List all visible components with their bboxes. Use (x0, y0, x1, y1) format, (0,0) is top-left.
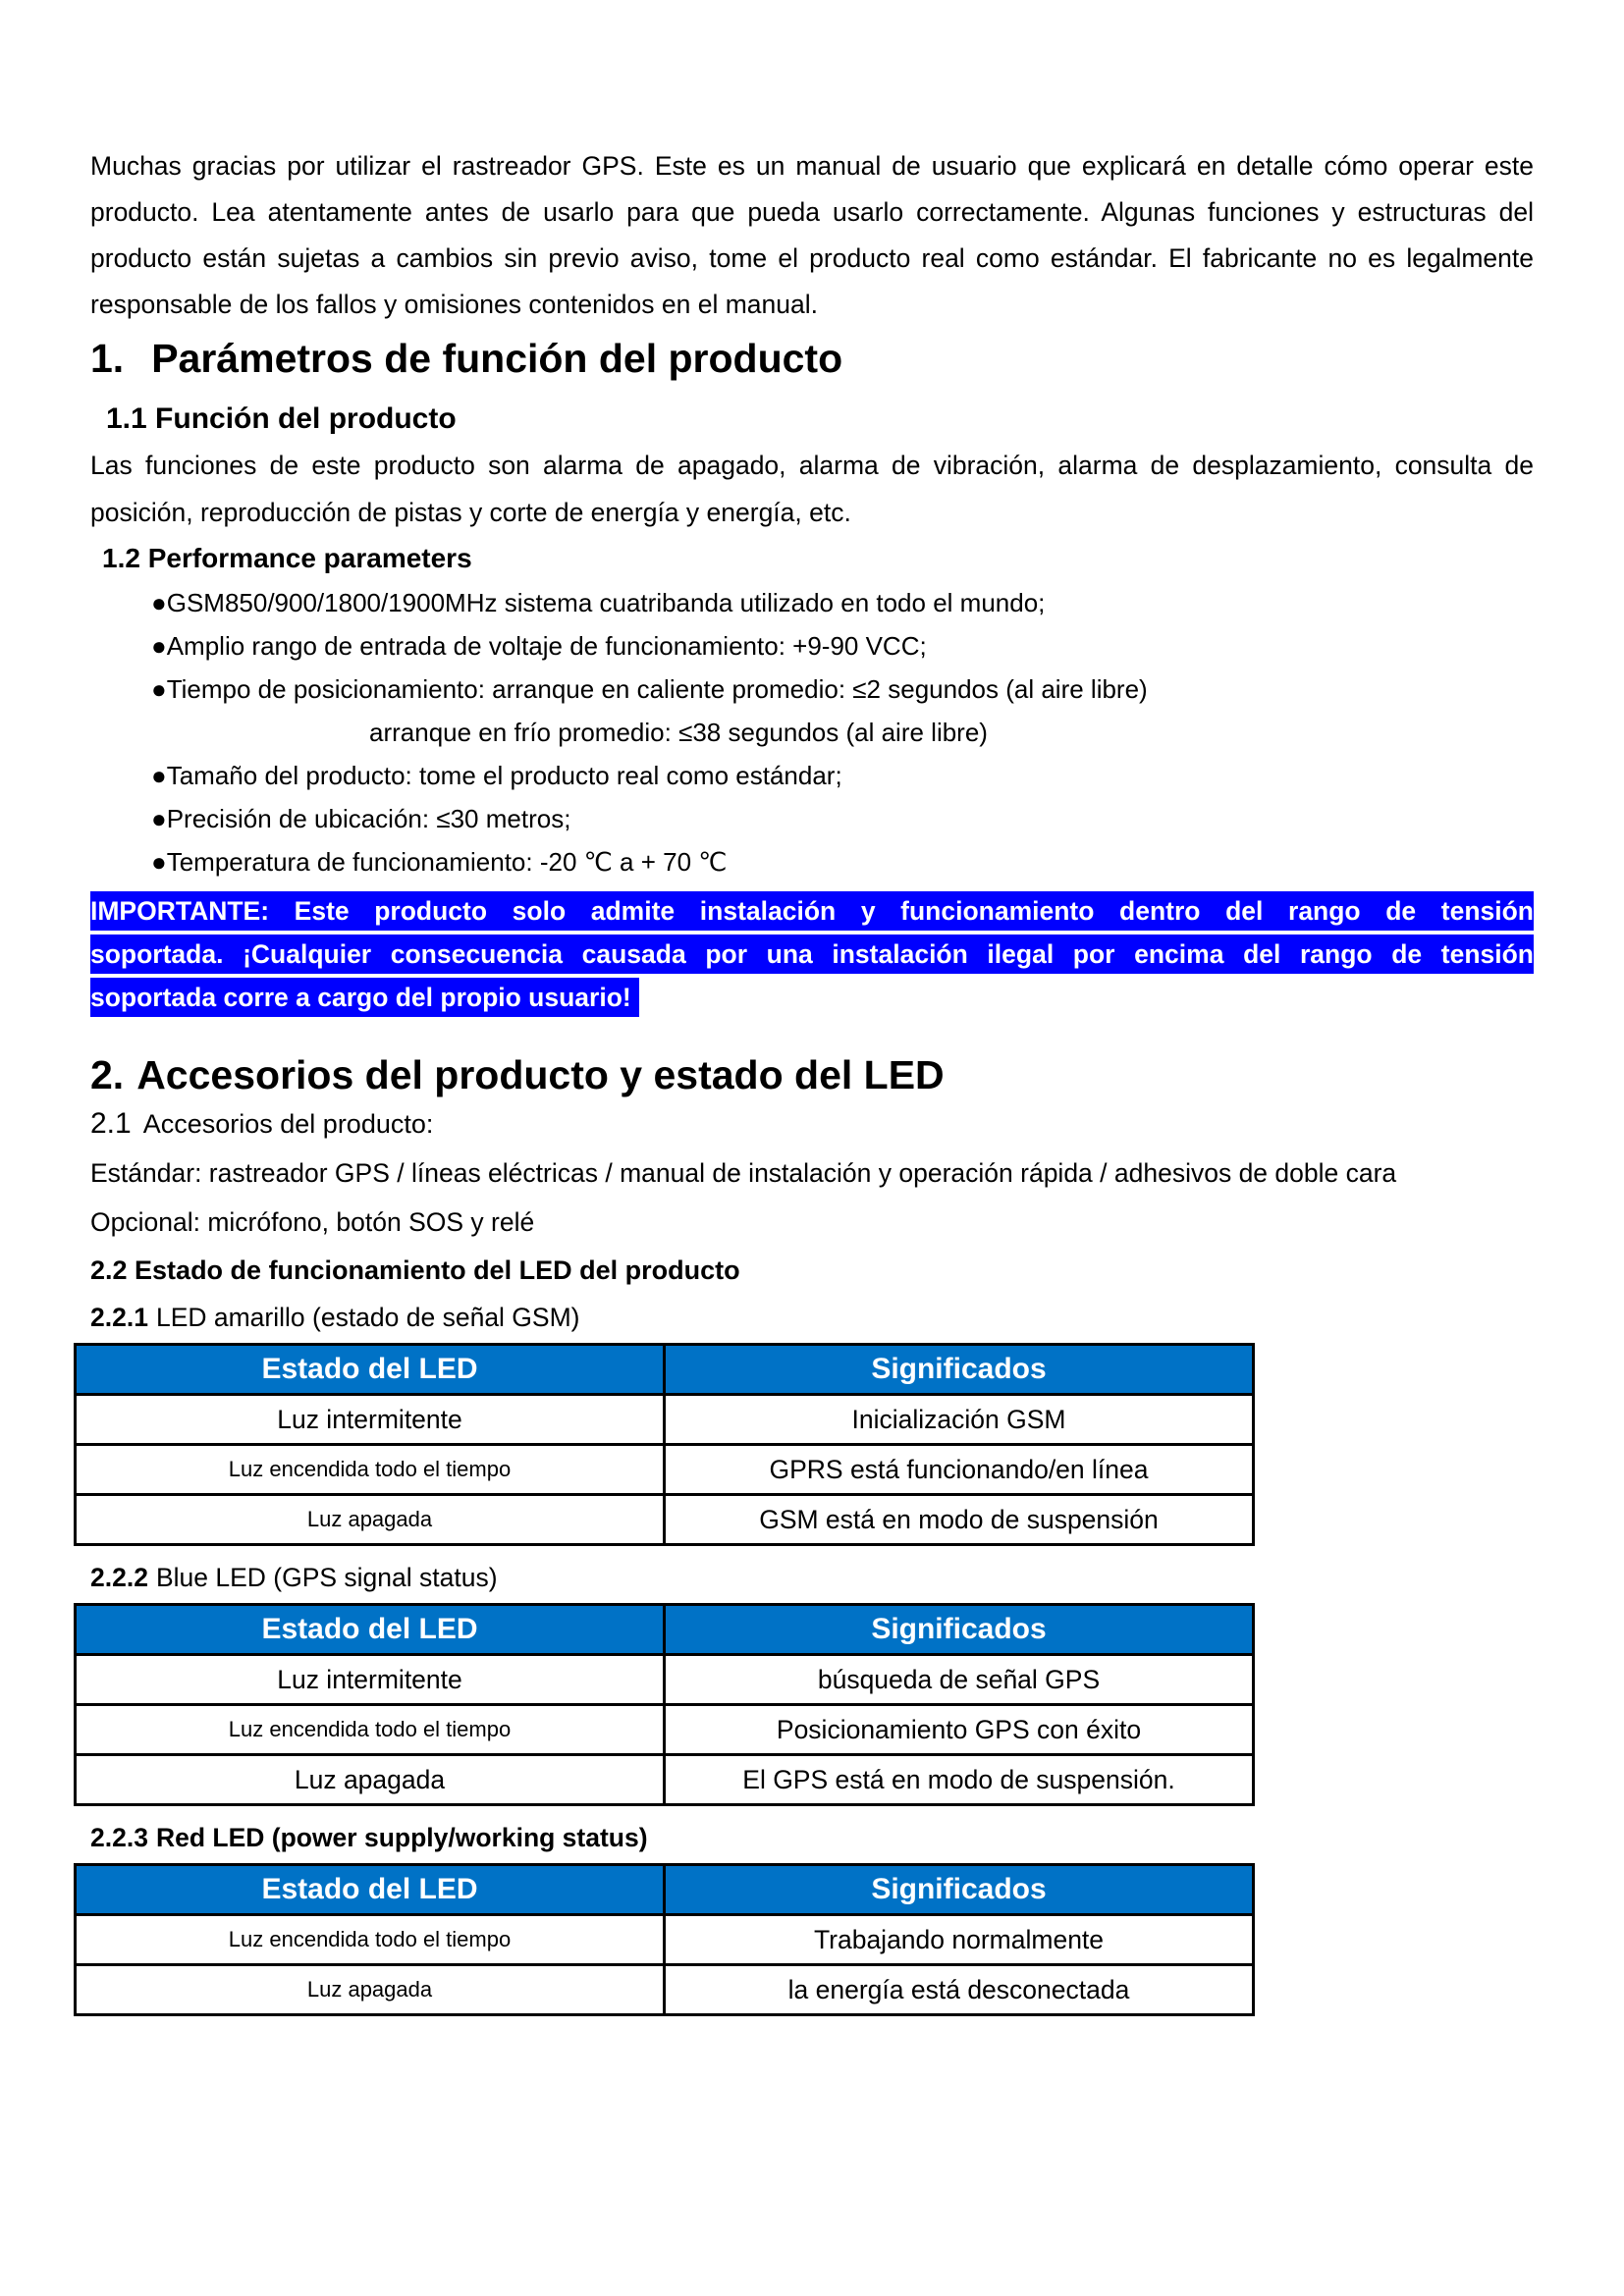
bullet-marker: ● (151, 674, 167, 704)
list-item-text: Precisión de ubicación: ≤30 metros; (166, 804, 571, 833)
bullet-marker: ● (151, 631, 167, 661)
table-cell: Inicialización GSM (665, 1395, 1254, 1445)
section2-2-1-number: 2.2.1 (90, 1303, 148, 1332)
important-notice (90, 891, 1534, 1017)
column-header-meanings: Significados (665, 1865, 1254, 1915)
important-notice-line: soportada corre a cargo del propio usuario! (90, 978, 639, 1017)
section2-2-3-number: 2.2.3 (90, 1823, 148, 1852)
table-row (76, 1395, 1254, 1445)
section2-2-3-title: Red LED (power supply/working status) (155, 1823, 648, 1852)
section1-1-body: Las funciones de este producto son alarma de apagado, alarma de vibración, alarma de desplazamiento, consulta de posición, reproducción de pistas y corte de energía y energía, etc. (90, 451, 1534, 527)
table-cell: Luz apagada (76, 1755, 665, 1805)
red-led-status-table (74, 1863, 1255, 2016)
section2-2-1-heading (90, 1296, 1534, 1339)
section2-2-2-number: 2.2.2 (90, 1563, 148, 1592)
section2-1-title: Accesorios del producto: (142, 1109, 434, 1139)
table-row (76, 1445, 1254, 1495)
section1-number: 1. (90, 336, 125, 381)
section1-1-heading: 1.1 Función del producto (106, 402, 457, 435)
important-notice-line: soportada. ¡Cualquier consecuencia causada por una instalación ilegal por encima del rango de tensión (90, 934, 1534, 974)
table-cell: El GPS está en modo de suspensión. (665, 1755, 1254, 1805)
table-header-row (76, 1865, 1254, 1915)
section2-2-3-heading (90, 1816, 1534, 1859)
table-cell: GSM está en modo de suspensión (665, 1495, 1254, 1545)
list-item (151, 840, 1534, 883)
bullet-marker: ● (151, 847, 167, 877)
section2-2-2-heading (90, 1556, 1534, 1599)
list-item (151, 797, 1534, 840)
blue-led-status-table (74, 1603, 1255, 1806)
table-cell: Luz apagada (76, 1965, 665, 2015)
list-item (151, 667, 1534, 711)
table-cell: Luz encendida todo el tiempo (76, 1705, 665, 1755)
table-cell: Luz encendida todo el tiempo (76, 1445, 665, 1495)
section1-heading (90, 334, 1534, 383)
list-item (151, 754, 1534, 797)
column-header-meanings: Significados (665, 1605, 1254, 1655)
table-cell: Luz encendida todo el tiempo (76, 1915, 665, 1965)
list-item-continuation (151, 711, 1534, 754)
intro-paragraph: Muchas gracias por utilizar el rastreador GPS. Este es un manual de usuario que explicará en detalle cómo operar este producto. Lea atentamente antes de usarlo para que pueda usarlo correctamente. Algunas funciones y estructuras del producto están sujetas a cambios sin previo aviso, tome el producto real como estándar. El fabricante no es legalmente responsable de los fallos y omisiones contenidos en el manual. (90, 151, 1534, 319)
column-header-led-state: Estado del LED (76, 1345, 665, 1395)
bullet-marker: ● (151, 804, 167, 833)
list-item-text: Tamaño del producto: tome el producto real como estándar; (166, 761, 842, 790)
table-cell: Luz intermitente (76, 1655, 665, 1705)
section1-2-heading: 1.2 Performance parameters (102, 543, 472, 573)
yellow-led-status-table (74, 1343, 1255, 1546)
optional-accessories-line: Opcional: micrófono, botón SOS y relé (90, 1207, 535, 1237)
section1-title: Parámetros de función del producto (151, 336, 843, 381)
list-item (151, 581, 1534, 624)
table-cell: GPRS está funcionando/en línea (665, 1445, 1254, 1495)
section2-heading (90, 1050, 1534, 1099)
table-cell: Luz intermitente (76, 1395, 665, 1445)
bullet-marker: ● (151, 588, 167, 617)
table-row (76, 1965, 1254, 2015)
table-row (76, 1915, 1254, 1965)
standard-accessories-line: Estándar: rastreador GPS / líneas eléctricas / manual de instalación y operación rápida / adhesivos de doble cara (90, 1158, 1397, 1188)
list-item-text: arranque en frío promedio: ≤38 segundos (al aire libre) (369, 718, 988, 747)
section2-2-1-title: LED amarillo (estado de señal GSM) (155, 1303, 580, 1332)
table-cell: la energía está desconectada (665, 1965, 1254, 2015)
table-cell: búsqueda de señal GPS (665, 1655, 1254, 1705)
important-notice-line: IMPORTANTE: Este producto solo admite instalación y funcionamiento dentro del rango de tensión (90, 891, 1534, 931)
table-row (76, 1495, 1254, 1545)
table-row (76, 1755, 1254, 1805)
section2-2-heading: 2.2 Estado de funcionamiento del LED del producto (90, 1255, 740, 1285)
list-item (151, 624, 1534, 667)
section2-2-2-title: Blue LED (GPS signal status) (155, 1563, 498, 1592)
table-cell: Posicionamiento GPS con éxito (665, 1705, 1254, 1755)
section2-title: Accesorios del producto y estado del LED (136, 1052, 945, 1097)
table-header-row (76, 1605, 1254, 1655)
list-item-text: Tiempo de posicionamiento: arranque en caliente promedio: ≤2 segundos (al aire libre) (166, 674, 1148, 704)
section2-1-heading (90, 1099, 1534, 1148)
list-item-text: GSM850/900/1800/1900MHz sistema cuatribanda utilizado en todo el mundo; (166, 588, 1046, 617)
section2-1-number: 2.1 (90, 1107, 132, 1140)
performance-parameters-list (151, 581, 1534, 883)
table-row (76, 1655, 1254, 1705)
list-item-text: Amplio rango de entrada de voltaje de funcionamiento: +9-90 VCC; (166, 631, 927, 661)
column-header-led-state: Estado del LED (76, 1865, 665, 1915)
table-cell: Luz apagada (76, 1495, 665, 1545)
bullet-marker: ● (151, 761, 167, 790)
list-item-text: Temperatura de funcionamiento: -20 ℃ a + 70 ℃ (166, 847, 728, 877)
column-header-meanings: Significados (665, 1345, 1254, 1395)
table-row (76, 1705, 1254, 1755)
table-cell: Trabajando normalmente (665, 1915, 1254, 1965)
table-header-row (76, 1345, 1254, 1395)
section2-number: 2. (90, 1052, 125, 1097)
column-header-led-state: Estado del LED (76, 1605, 665, 1655)
